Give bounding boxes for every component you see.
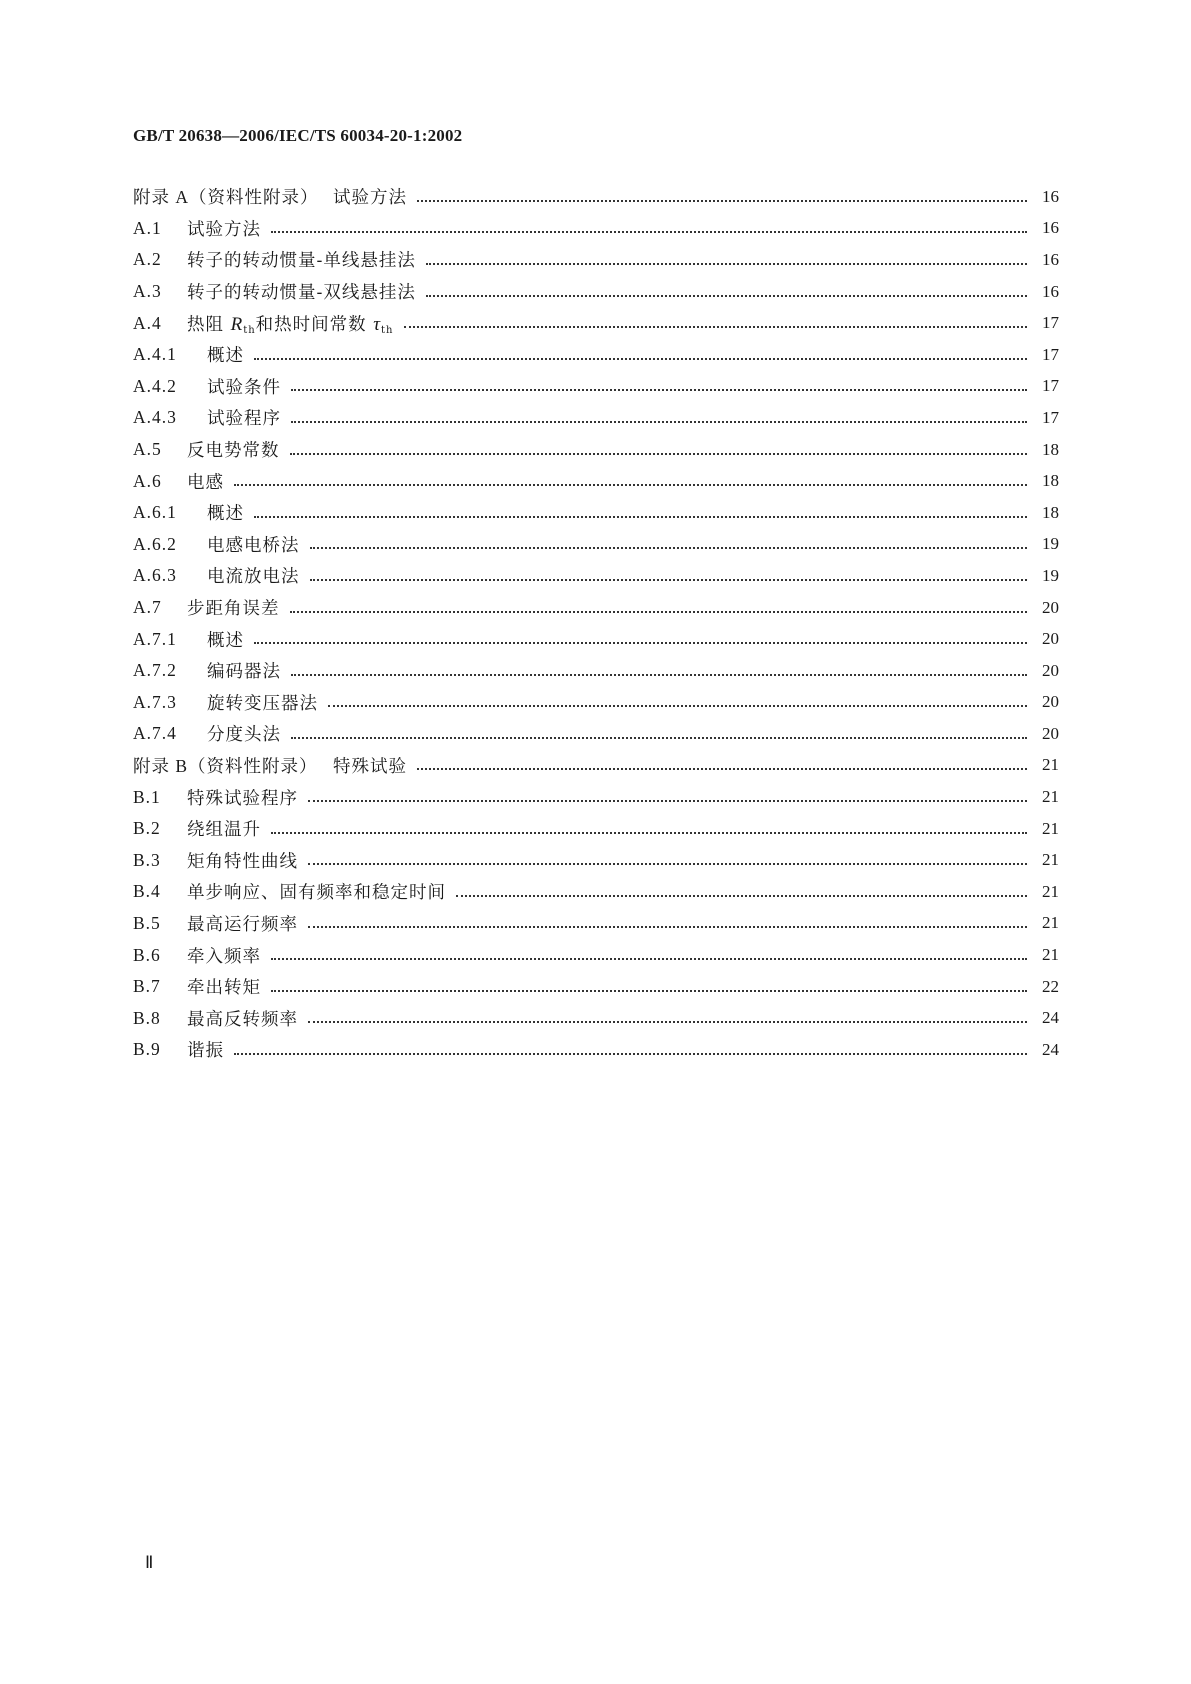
toc-title <box>187 311 394 336</box>
toc-title: 绕组温升 <box>187 820 261 841</box>
toc-number: A.4.2 <box>133 375 177 396</box>
toc-title: 试验条件 <box>207 377 281 398</box>
toc-page: 21 <box>1042 881 1059 901</box>
toc-row[interactable] <box>133 876 1059 908</box>
toc-title-part: 和热时间常数 <box>255 314 374 335</box>
toc-number: B.8 <box>133 1007 161 1028</box>
toc-page: 18 <box>1042 471 1059 491</box>
toc-leader-dots <box>254 356 1027 360</box>
toc-leader-dots <box>291 387 1027 391</box>
toc-leader-dots <box>291 419 1027 423</box>
toc-number: B.3 <box>133 849 161 870</box>
toc-page: 16 <box>1042 218 1059 238</box>
toc-title: 概述 <box>207 630 244 651</box>
toc-number: B.9 <box>133 1039 161 1060</box>
toc-title: 试验方法 <box>333 188 407 209</box>
toc-page: 18 <box>1042 502 1059 522</box>
page-header-standard-code: GB/T 20638—2006/IEC/TS 60034-20-1:2002 <box>133 126 463 145</box>
toc-leader-dots <box>291 672 1027 676</box>
toc-leader-dots <box>308 861 1027 865</box>
toc-leader-dots <box>271 956 1027 960</box>
toc-row[interactable] <box>133 181 1059 213</box>
toc-leader-dots <box>328 703 1027 707</box>
toc-row[interactable] <box>133 971 1059 1003</box>
toc-row[interactable] <box>133 623 1059 655</box>
thermal-time-constant-symbol: τ <box>373 313 382 335</box>
toc-row[interactable] <box>133 276 1059 308</box>
toc-leader-dots <box>456 893 1027 897</box>
toc-leader-dots <box>308 798 1027 802</box>
toc-row[interactable] <box>133 307 1059 339</box>
toc-leader-dots <box>417 198 1027 202</box>
toc-page: 19 <box>1042 565 1059 585</box>
toc-row[interactable] <box>133 718 1059 750</box>
toc-number: A.4 <box>133 312 162 333</box>
toc-leader-dots <box>290 451 1028 455</box>
toc-row[interactable] <box>133 813 1059 845</box>
toc-row[interactable] <box>133 244 1059 276</box>
toc-title: 矩角特性曲线 <box>187 851 298 872</box>
toc-page: 21 <box>1042 913 1059 933</box>
toc-title: 概述 <box>207 346 244 367</box>
toc-page: 20 <box>1042 597 1059 617</box>
toc-number: A.2 <box>133 249 162 270</box>
toc-page: 21 <box>1042 945 1059 965</box>
toc-row[interactable] <box>133 1002 1059 1034</box>
toc-number: B.4 <box>133 881 161 902</box>
toc-leader-dots <box>426 261 1027 265</box>
page-number: Ⅱ <box>145 1553 154 1572</box>
toc-title: 旋转变压器法 <box>207 693 318 714</box>
toc-page: 17 <box>1042 376 1059 396</box>
toc-title: 电感 <box>187 472 224 493</box>
toc-title: 编码器法 <box>207 662 281 683</box>
toc-page: 24 <box>1042 1008 1059 1028</box>
toc-title: 试验方法 <box>187 219 261 240</box>
toc-row[interactable] <box>133 908 1059 940</box>
toc-leader-dots <box>234 482 1027 486</box>
toc-title: 试验程序 <box>207 409 281 430</box>
toc-leader-dots <box>254 514 1027 518</box>
toc-number: A.6.2 <box>133 533 177 554</box>
toc-leader-dots <box>271 830 1027 834</box>
toc-row[interactable] <box>133 781 1059 813</box>
toc-row[interactable] <box>133 529 1059 561</box>
toc-title: 概述 <box>207 504 244 525</box>
toc-leader-dots <box>290 609 1028 613</box>
toc-row[interactable] <box>133 560 1059 592</box>
toc-leader-dots <box>254 640 1027 644</box>
toc-page: 20 <box>1042 723 1059 743</box>
toc-page: 16 <box>1042 249 1059 269</box>
toc-title: 谐振 <box>187 1041 224 1062</box>
toc-page: 22 <box>1042 976 1059 996</box>
toc-page: 21 <box>1042 818 1059 838</box>
toc-title: 单步响应、固有频率和稳定时间 <box>187 883 446 904</box>
toc-title: 反电势常数 <box>187 441 280 462</box>
toc-page: 24 <box>1042 1039 1059 1059</box>
toc-title: 牵入频率 <box>187 946 261 967</box>
toc-title: 转子的转动惯量-单线悬挂法 <box>187 251 416 272</box>
toc-title: 最高运行频率 <box>187 914 298 935</box>
toc-leader-dots <box>310 545 1028 549</box>
toc-row[interactable] <box>133 592 1059 624</box>
toc-leader-dots <box>426 293 1027 297</box>
toc-row[interactable] <box>133 750 1059 782</box>
toc-number: A.6.1 <box>133 502 177 523</box>
toc-page: 20 <box>1042 629 1059 649</box>
toc-page: 17 <box>1042 313 1059 333</box>
toc-number: A.7.2 <box>133 660 177 681</box>
toc-number: A.5 <box>133 439 162 460</box>
toc-leader-dots <box>308 1019 1027 1023</box>
toc-number: A.7 <box>133 597 162 618</box>
toc-row[interactable] <box>133 497 1059 529</box>
toc-page: 17 <box>1042 344 1059 364</box>
toc-leader-dots <box>417 766 1027 770</box>
toc-number: A.4.1 <box>133 344 177 365</box>
toc-title: 特殊试验程序 <box>187 788 298 809</box>
table-of-contents <box>133 181 1059 1066</box>
toc-title-part: 热阻 <box>187 314 231 335</box>
toc-number: 附录 A（资料性附录） <box>133 187 319 208</box>
toc-number: B.7 <box>133 976 161 997</box>
toc-number: 附录 B（资料性附录） <box>133 755 318 776</box>
toc-page: 21 <box>1042 850 1059 870</box>
toc-number: B.1 <box>133 786 161 807</box>
toc-number: A.7.3 <box>133 691 177 712</box>
subscript: th <box>381 324 394 336</box>
toc-page: 21 <box>1042 755 1059 775</box>
toc-title: 分度头法 <box>207 725 281 746</box>
toc-leader-dots <box>310 577 1028 581</box>
toc-number: A.7.4 <box>133 723 177 744</box>
toc-row[interactable] <box>133 655 1059 687</box>
toc-title: 转子的转动惯量-双线悬挂法 <box>187 283 416 304</box>
toc-title: 电流放电法 <box>207 567 300 588</box>
toc-leader-dots <box>234 1051 1027 1055</box>
toc-number: B.2 <box>133 818 161 839</box>
toc-number: A.3 <box>133 281 162 302</box>
toc-title: 特殊试验 <box>333 756 407 777</box>
toc-leader-dots <box>291 735 1027 739</box>
toc-number: B.6 <box>133 944 161 965</box>
toc-row[interactable] <box>133 434 1059 466</box>
toc-title: 步距角误差 <box>187 599 280 620</box>
toc-page: 21 <box>1042 787 1059 807</box>
toc-row[interactable] <box>133 687 1059 719</box>
toc-number: A.4.3 <box>133 407 177 428</box>
toc-row[interactable] <box>133 402 1059 434</box>
toc-row[interactable] <box>133 1034 1059 1066</box>
toc-page: 17 <box>1042 407 1059 427</box>
toc-number: A.6.3 <box>133 565 177 586</box>
toc-row[interactable] <box>133 844 1059 876</box>
toc-page: 16 <box>1042 186 1059 206</box>
thermal-resistance-symbol: R <box>230 313 244 335</box>
toc-leader-dots <box>271 988 1027 992</box>
toc-page: 18 <box>1042 439 1059 459</box>
toc-number: A.7.1 <box>133 628 177 649</box>
toc-row[interactable] <box>133 213 1059 245</box>
toc-row[interactable] <box>133 939 1059 971</box>
toc-title: 电感电桥法 <box>207 535 300 556</box>
toc-title: 牵出转矩 <box>187 978 261 999</box>
toc-leader-dots <box>308 924 1027 928</box>
subscript: th <box>243 324 256 336</box>
toc-number: A.1 <box>133 217 162 238</box>
toc-leader-dots <box>404 324 1028 328</box>
toc-title: 最高反转频率 <box>187 1009 298 1030</box>
toc-page: 19 <box>1042 534 1059 554</box>
toc-page: 20 <box>1042 692 1059 712</box>
toc-leader-dots <box>271 229 1027 233</box>
toc-page: 16 <box>1042 281 1059 301</box>
toc-row[interactable] <box>133 371 1059 403</box>
toc-number: B.5 <box>133 912 161 933</box>
toc-number: A.6 <box>133 470 162 491</box>
toc-page: 20 <box>1042 660 1059 680</box>
toc-row[interactable] <box>133 339 1059 371</box>
toc-row[interactable] <box>133 465 1059 497</box>
